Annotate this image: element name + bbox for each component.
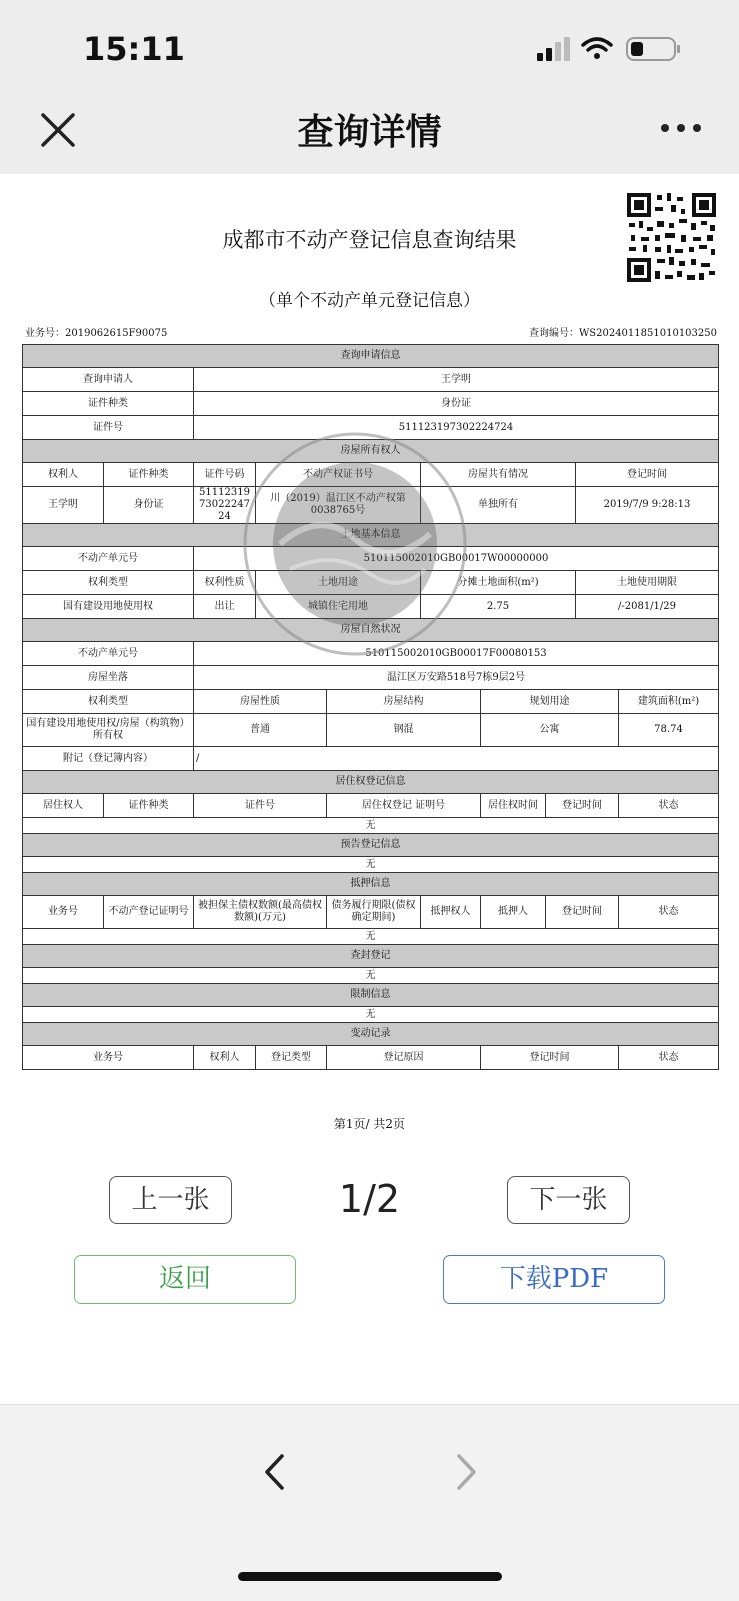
page-counter: 1/2 xyxy=(338,1177,401,1221)
prev-page-button[interactable]: 上一张 xyxy=(109,1176,232,1224)
home-indicator xyxy=(238,1572,502,1581)
mortgage-header: 不动产登记证明号 xyxy=(104,896,194,929)
mortgage-header: 债务履行期限(债权确定期间) xyxy=(327,896,421,929)
mortgage-header: 抵押权人 xyxy=(421,896,481,929)
section-seizure: 查封登记 xyxy=(23,945,719,968)
registration-table xyxy=(22,344,719,1070)
label-land-unit: 不动产单元号 xyxy=(23,547,194,571)
owner-name: 王学明 xyxy=(23,487,104,524)
mortgage-header: 被担保主债权数额(最高债权数额)(万元) xyxy=(194,896,327,929)
presale-none: 无 xyxy=(23,857,719,873)
owner-header: 权利人 xyxy=(23,463,104,487)
label-house-note: 附记（登记簿内容） xyxy=(23,747,194,771)
nav-bar xyxy=(0,92,739,174)
label-id-type: 证件种类 xyxy=(23,392,194,416)
house-header: 房屋性质 xyxy=(194,690,327,714)
residence-header: 登记时间 xyxy=(546,794,619,818)
change-header: 状态 xyxy=(619,1046,719,1070)
residence-header: 居住权时间 xyxy=(481,794,546,818)
land-header: 土地用途 xyxy=(256,571,421,595)
house-cell: 钢混 xyxy=(327,714,481,747)
owner-cert-number: 川（2019）温江区不动产权第0038765号 xyxy=(256,487,421,524)
house-cell: 公寓 xyxy=(481,714,619,747)
value-house-note: / xyxy=(194,747,719,771)
signal-icon xyxy=(537,37,570,61)
residence-none: 无 xyxy=(23,818,719,834)
section-query-info: 查询申请信息 xyxy=(23,345,719,368)
document-title: 成都市不动产登记信息查询结果 xyxy=(222,228,517,252)
section-restriction: 限制信息 xyxy=(23,984,719,1007)
next-page-button[interactable]: 下一张 xyxy=(507,1176,630,1224)
value-land-unit: 510115002010GB00017W00000000 xyxy=(194,547,719,571)
owner-id-number: 511123197302224724 xyxy=(194,487,256,524)
section-land: 土地基本信息 xyxy=(23,524,719,547)
land-header: 土地使用期限 xyxy=(576,571,719,595)
restriction-none: 无 xyxy=(23,1007,719,1023)
document-subtitle: （单个不动产单元登记信息） xyxy=(259,291,480,311)
residence-header: 证件号 xyxy=(194,794,327,818)
value-id-type: 身份证 xyxy=(194,392,719,416)
download-pdf-button[interactable]: 下载PDF xyxy=(443,1255,665,1304)
value-house-location: 温江区万安路518号7栋9层2号 xyxy=(194,666,719,690)
seizure-none: 无 xyxy=(23,968,719,984)
label-id-number: 证件号 xyxy=(23,416,194,440)
business-number: 业务号：2019062615F90075 xyxy=(25,328,168,339)
owner-header: 证件号码 xyxy=(194,463,256,487)
land-cell: 出让 xyxy=(194,595,256,619)
land-cell: 2.75 xyxy=(421,595,576,619)
forward-arrow-icon[interactable] xyxy=(455,1452,479,1492)
owner-id-type: 身份证 xyxy=(104,487,194,524)
owner-header: 证件种类 xyxy=(104,463,194,487)
house-header: 建筑面积(m²) xyxy=(619,690,719,714)
value-house-unit: 510115002010GB00017F00080153 xyxy=(194,642,719,666)
mortgage-header: 抵押人 xyxy=(481,896,546,929)
house-header: 规划用途 xyxy=(481,690,619,714)
more-icon[interactable] xyxy=(659,120,703,136)
mortgage-none: 无 xyxy=(23,929,719,945)
change-header: 业务号 xyxy=(23,1046,194,1070)
change-header: 登记原因 xyxy=(327,1046,481,1070)
section-residence: 居住权登记信息 xyxy=(23,771,719,794)
change-header: 登记时间 xyxy=(481,1046,619,1070)
section-owners: 房屋所有权人 xyxy=(23,440,719,463)
mortgage-header: 状态 xyxy=(619,896,719,929)
label-house-location: 房屋坐落 xyxy=(23,666,194,690)
owner-share: 单独所有 xyxy=(421,487,576,524)
section-changes: 变动记录 xyxy=(23,1023,719,1046)
value-id-number: 511123197302224724 xyxy=(194,416,719,440)
qr-code xyxy=(625,191,718,284)
house-cell: 国有建设用地使用权/房屋（构筑物）所有权 xyxy=(23,714,194,747)
document-page-info: 第1页/ 共2页 xyxy=(333,1117,406,1131)
label-applicant: 查询申请人 xyxy=(23,368,194,392)
change-header: 登记类型 xyxy=(256,1046,327,1070)
owner-reg-time: 2019/7/9 9:28:13 xyxy=(576,487,719,524)
section-mortgage: 抵押信息 xyxy=(23,873,719,896)
wifi-icon xyxy=(583,39,611,59)
battery-icon xyxy=(627,38,680,60)
house-header: 权利类型 xyxy=(23,690,194,714)
back-arrow-icon[interactable] xyxy=(262,1452,286,1492)
page-title: 查询详情 xyxy=(297,112,442,153)
residence-header: 居住权人 xyxy=(23,794,104,818)
owner-header: 房屋共有情况 xyxy=(421,463,576,487)
house-header: 房屋结构 xyxy=(327,690,481,714)
land-header: 权利性质 xyxy=(194,571,256,595)
value-applicant: 王学明 xyxy=(194,368,719,392)
land-header: 权利类型 xyxy=(23,571,194,595)
residence-header: 居住权登记 证明号 xyxy=(327,794,481,818)
land-cell: 国有建设用地使用权 xyxy=(23,595,194,619)
status-icons xyxy=(527,34,687,64)
land-cell: 城镇住宅用地 xyxy=(256,595,421,619)
section-presale: 预告登记信息 xyxy=(23,834,719,857)
owner-header: 不动产权证书号 xyxy=(256,463,421,487)
status-bar xyxy=(0,0,739,92)
house-cell: 普通 xyxy=(194,714,327,747)
section-house: 房屋自然状况 xyxy=(23,619,719,642)
mortgage-header: 业务号 xyxy=(23,896,104,929)
residence-header: 状态 xyxy=(619,794,719,818)
label-house-unit: 不动产单元号 xyxy=(23,642,194,666)
land-header: 分摊土地面积(m²) xyxy=(421,571,576,595)
house-cell: 78.74 xyxy=(619,714,719,747)
query-number: 查询编号：WS2024011851010103250 xyxy=(528,328,717,339)
status-time: 15:11 xyxy=(83,30,185,68)
residence-header: 证件种类 xyxy=(104,794,194,818)
back-button[interactable]: 返回 xyxy=(74,1255,296,1304)
land-cell: /-2081/1/29 xyxy=(576,595,719,619)
mortgage-header: 登记时间 xyxy=(546,896,619,929)
owner-header: 登记时间 xyxy=(576,463,719,487)
change-header: 权利人 xyxy=(194,1046,256,1070)
